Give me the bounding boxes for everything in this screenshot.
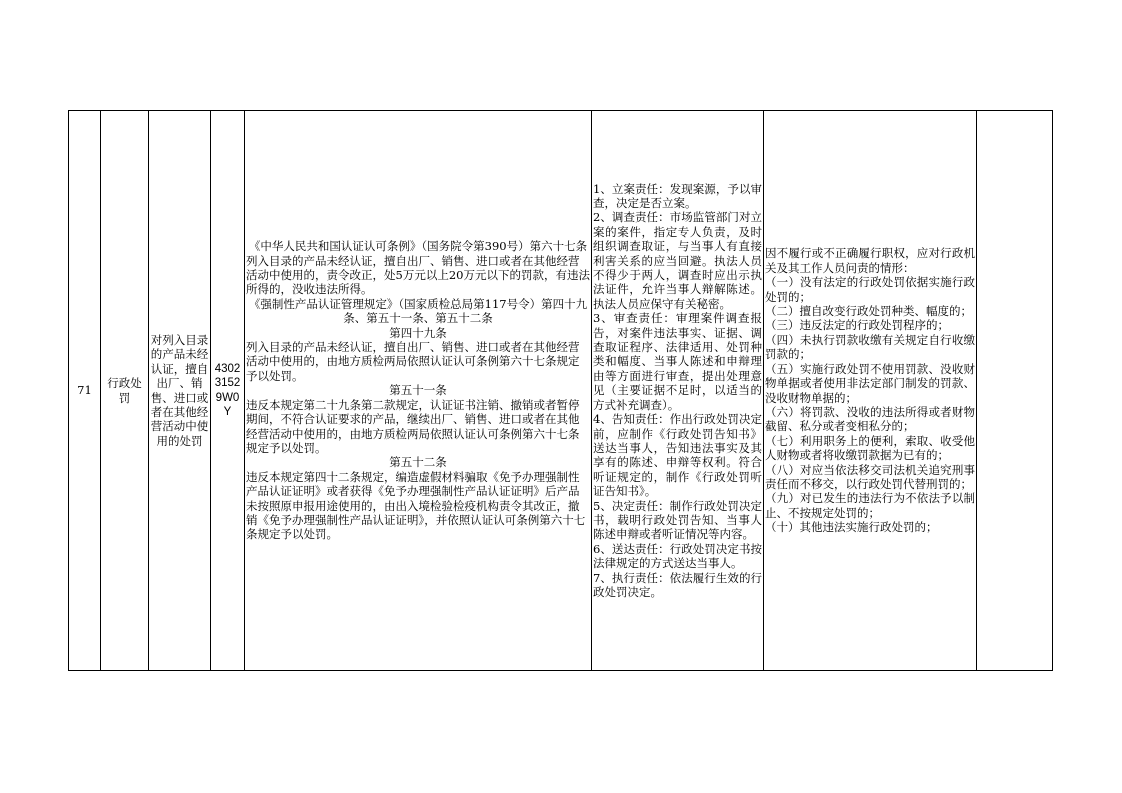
accountability-case: （一）没有法定的行政处罚依据实施行政处罚的； — [765, 275, 975, 304]
table-row — [69, 111, 1053, 671]
basis-article-49-text: 列入目录的产品未经认证，擅自出厂、销售、进口或者在其他经营活动中使用的，由地方质检两局依照认证认可条例第六十七条规定予以处罚。 — [246, 340, 580, 383]
accountability-case: （四）未执行罚款收缴有关规定自行收缴罚款的； — [765, 332, 975, 362]
responsibility-notification: 4、告知责任：作出行政处罚决定前，应制作《行政处罚告知书》送达当事人，告知违法事实及其享有的陈述、申辩等权利。符合听证规定的，制作《行政处罚听证告知书》。 — [593, 412, 762, 499]
accountability-cases — [764, 111, 977, 671]
power-category: 行政处罚 — [101, 111, 149, 671]
basis-law-title: 《中华人民共和国认证认可条例》（国务院令第390号）第六十七条 — [248, 239, 588, 254]
item-name: 对列入目录的产品未经认证，擅自出厂、销售、进口或者在其他经营活动中使用的处罚 — [149, 111, 211, 671]
basis-article-51-text: 违反本规定第二十九条第二款规定，认证证书注销、撤销或者暂停期间，不符合认证要求的产品，继续出厂、销售、进口或者在其他经营活动中使用的，由地方质检两局依照认证认可条例第六十七条规定予以处罚。 — [246, 397, 580, 455]
responsibility-delivery: 6、送达责任：行政处罚决定书按法律规定的方式送达当事人。 — [593, 541, 762, 571]
responsibility-decision: 5、决定责任：制作行政处罚决定书，载明行政处罚告知、当事人陈述申辩或者听证情况等内容。 — [593, 498, 762, 542]
basis-article-52-title: 第五十二条 — [389, 455, 447, 470]
accountability-intro: 因不履行或不正确履行职权，应对行政机关及其工作人员问责的情形： — [765, 246, 975, 275]
row-number: 71 — [69, 111, 101, 671]
power-list-table — [68, 110, 1053, 671]
basis-law-text: 列入目录的产品未经认证，擅自出厂、销售、进口或者在其他经营活动中使用的，责令改正，处5万元以上20万元以下的罚款，有违法所得的，没收违法所得。 — [246, 253, 590, 297]
accountability-case: （二）擅自改变行政处罚种类、幅度的； — [765, 304, 972, 319]
legal-basis — [245, 111, 592, 671]
responsibility-review: 3、审查责任：审理案件调查报告，对案件违法事实、证据、调查取证程序、法律适用、处罚种类和幅度、当事人陈述和申辩理由等方面进行审查，提出处理意见（主要证据不足时，以适当的方式补充调查）。 — [593, 311, 762, 412]
accountability-case: （十）其他违法实施行政处罚的； — [765, 520, 938, 535]
accountability-case: （七）利用职务上的便利，索取、收受他人财物或者将收缴罚款据为已有的； — [765, 433, 975, 463]
remark-cell — [977, 111, 1053, 671]
basis-article-49-title: 第四十九条 — [389, 325, 447, 340]
responsibility-items — [592, 111, 764, 671]
accountability-case: （三）违反法定的行政处罚程序的； — [765, 318, 949, 333]
basis-article-52-text: 违反本规定第四十二条规定，编造虚假材料骗取《免予办理强制性产品认证证明》或者获得《免予办理强制性产品认证证明》后产品未按照原申报用途使用的，由出入境检验检疫机构责令其改正，撤销《免予办理强制性产品认证证明》，并依照认证认可条例第六十七条规定予以处罚。 — [246, 469, 586, 542]
basis-rule-title: 《强制性产品认证管理规定》（国家质检总局第117号令）第四十九条、第五十一条、第五十二条 — [248, 296, 588, 326]
item-code: 43023152 9W0Y — [211, 111, 245, 671]
responsibility-execution: 7、执行责任：依法履行生效的行政处罚决定。 — [593, 570, 762, 599]
accountability-case: （九）对已发生的违法行为不依法予以制止、不按规定处罚的； — [765, 491, 975, 520]
responsibility-investigation: 2、调查责任：市场监管部门对立案的案件，指定专人负责，及时组织调查取证，与当事人有直接利害关系的应当回避。执法人员不得少于两人，调查时应出示执法证件，允许当事人辩解陈述。执法人员应保守有关秘密。 — [593, 210, 762, 311]
accountability-case: （五）实施行政处罚不使用罚款、没收财物单据或者使用非法定部门制发的罚款、没收财物单据的； — [765, 361, 975, 405]
accountability-case: （八）对应当依法移交司法机关追究刑事责任而不移交，以行政处罚代替刑罚的； — [765, 462, 975, 491]
accountability-case: （六）将罚款、没收的违法所得或者财物截留、私分或者变相私分的； — [765, 404, 975, 434]
responsibility-filing: 1、立案责任：发现案源，予以审查，决定是否立案。 — [593, 181, 762, 211]
basis-article-51-title: 第五十一条 — [389, 383, 447, 398]
